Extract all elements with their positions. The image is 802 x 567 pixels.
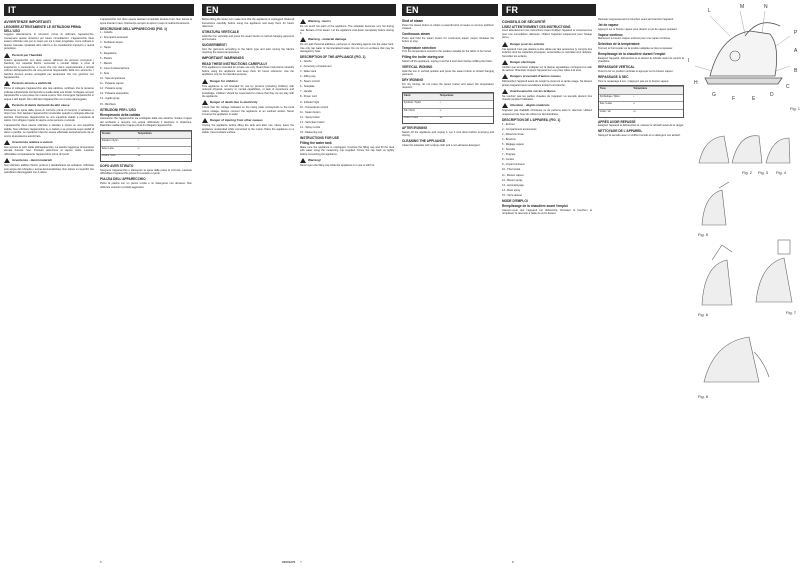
callout-letter: A [794, 48, 798, 54]
it-clean-title: PULIZIA DELL'APPARECCHIO [100, 177, 146, 182]
en-warning-5: Warning - material damage [300, 37, 394, 42]
page-number-left-2: 7 [300, 560, 302, 564]
it-temperature-table: Tessuto Temperatura Sintetico / Nylon • Seta / Lana •• Cotone / Lino ••• [100, 130, 192, 162]
fr-warning-3: Dangers provenant d'autres causes [502, 74, 592, 79]
fr-title: CONSEILS DE SÉCURITÉ [502, 19, 546, 24]
fig-3-label: Fig. 3 [758, 170, 769, 175]
it-desc-list: 1 - Coltello 2 - Scomparto accessori 3 - Serbatoio acqua 4 - Tappo 5 - Regolatore 6 - Piastra 7 - Manico 8 - Cavo di alimentazione 9 - Spia 10 - Spia temperatura 11 - Pulsante vapore 12 - Pulsante spray 13 - Pulsante autopulizia 14 - Ugello spray 15 - Bicchiere [100, 31, 130, 106]
fr-column-1: CONSEILS DE SÉCURITÉ LISEZ ATTENTIVEMENT CES INSTRUCTIONS Lisez attentivement ces instructions avant d'utiliser l'appareil et conservez-les pour une consultation ultérieure. Utilisez l'appareil uniquement pour l'usage prévu. Danger pour les enfants Cet appareil n'est pas destiné à être utilisé par des personnes (y compris des enfants) dont les capacités physiques, sensorielles ou mentales sont réduites. Surveillez les enfants. Danger électrique Vérifiez que la tension indiquée sur la plaque signalétique correspond à celle du secteur. Branchez toujours l'appareil sur une prise reliée à la terre. Dangers provenant d'autres causes Débranchez l'appareil avant de remplir le réservoir et après usage. Ne laissez jamais l'appareil sans surveillance lorsqu'il est branché. Avertissements sur les brûlures Ne touchez pas les parties chaudes de l'appareil. La semelle devient très chaude pendant l'utilisation. Attention - dégâts matériels N'ajoutez pas d'additifs chimiques ou de parfums dans le réservoir. Utilisez uniquement de l'eau du robinet ou déminéralisée. DESCRIPTION DE L'APPAREIL (FIG. 1) 1 - Embout 2 - Compartiment accessoires 3 - Réservoir d'eau 4 - Bouchon 5 - Réglage vapeur 6 - Semelle 7 - Poignée 8 - Cordon 9 - Voyant lumineux 10 - Thermostat 11 - Bouton vapeur 12 - Bouton spray 13 - Autonettoyage 14 - Buse spray 15 - Verre doseur MODE D'EMPLOI Remplissage de la chaudière avant l'emploi Assurez-vous que l'appareil est débranché. Dévissez le bouchon et remplissez le réservoir à l'aide du verre doseur. [502, 19, 592, 216]
warning-triangle-icon [202, 79, 208, 84]
it-use-title: ISTRUZIONI PER L'USO [100, 107, 136, 112]
fig-8-label: Fig. 8 [698, 394, 709, 399]
warning-triangle-icon [502, 60, 508, 65]
callout-letter: N [764, 4, 768, 10]
fig-6-label: Fig. 6 [698, 312, 709, 317]
en-store-title: STIRATURA VERTICALE [202, 30, 240, 35]
warning-triangle-icon [502, 103, 508, 108]
fr-use-sub: Remplissage de la chaudière avant l'emploi [502, 204, 568, 209]
en-warning-1: Danger for children [202, 79, 294, 84]
document-code: 23001270 [282, 560, 296, 564]
en-warning-3: Danger of injuring from other causes [202, 118, 294, 123]
fr-use-title: MODE D'EMPLOI [502, 199, 528, 204]
en-column-1: Before filling the steam iron make sure that the appliance is unplugged. Read all instructions carefully before using the appliance and keep them for future reference. STIRATURA VERTICALE Hold the iron vertically and press the steam button to refresh hanging garments and curtains. SUGGERIMENTI Sort the garments according to the fabric type and start ironing the fabrics requiring the lowest temperature. IMPORTANT WARNINGS READ THESE INSTRUCTIONS CAREFULLY This appliance is intended for private use only. Read these instructions carefully before using the appliance and keep them for future reference. Use the appliance only for its intended purpose. Danger for children This appliance is not intended for use by persons (including children) with reduced physical, sensory or mental capabilities, or lack of experience and knowledge. Children should be supervised to ensure that they do not play with the appliance. Danger of death due to electricity Check that the voltage indicated on the rating plate corresponds to the local mains voltage. Always connect the appliance to an earthed socket. Never immerse the appliance in water. Danger of injuring from other causes Unplug the appliance before filling the tank and after use. Never leave the appliance unattended while connected to the mains. Place the appliance on a stable, heat-resistant surface. [202, 18, 294, 135]
en-temperature-table: Fabric Temperature Synthetic / Nylon • Silk / Wool •• Cotton / Linen ••• [402, 92, 494, 124]
en-column-2: Warning - burns Do not touch hot parts of the appliance. The soleplate becomes very hot during use. Beware of hot steam. Let the appliance cool down completely before storing it. Warning - material damage Do not add chemical additives, perfumes or descaling agents into the water tank. Use only tap water or demineralised water. Do not iron on surfaces that may be damaged by heat. DESCRIPTION OF THE APPLIANCE (FIG. 1) 1 - Nozzle 2 - Accessory compartment 3 - Water tank 4 - Filling cap 5 - Steam control 6 - Soleplate 7 - Handle 8 - Power cord 9 - Indicator light 10 - Temperature control 11 - Steam button 12 - Spray button 13 - Self-clean button 14 - Spray nozzle 15 - Measuring cup INSTRUCTIONS FOR USE Filling the water tank Make sure the appliance is unplugged. Unscrew the filling cap and fill the tank with water using the measuring cup supplied. Screw the cap back on tightly before connecting the appliance. Warning! Never open the filling cap while the appliance is in use or still hot. [300, 19, 394, 168]
callout-letter: H [694, 80, 698, 86]
fr-continuous-title: Vapeur continue [598, 32, 623, 37]
fr-column-2: Revissez soigneusement le bouchon avant de brancher l'appareil. Jet de vapeur Appuyez sur le bouton vapeur pour obtenir un jet de vapeur puissant. Vapeur continue Maintenez le bouton vapeur enfoncé pour une vapeur continue. Sélection de la température Tournez le thermostat sur la position adaptée au tissu à repasser. Remplissage de la chaudière durant l'emploi Éteignez l'appareil, débranchez-le et laissez-le refroidir avant de remplir la chaudière. REPASSAGE VERTICAL Tenez le fer en position verticale et appuyez sur le bouton vapeur. REPASSAGE À SEC Pour le repassage à sec, n'appuyez pas sur le bouton vapeur. Tissu Température Synthétique / Nylon • Soie / Laine •• Coton / Lin ••• APRÈS AVOIR REPASSÉ Éteignez l'appareil et débranchez-le. Laissez-le refroidir avant de le ranger. NETTOYAGE DE L'APPAREIL Nettoyez la semelle avec un chiffon humide et un détergent non abrasif. [598, 18, 684, 137]
warning-triangle-icon [502, 42, 508, 47]
en-temperature-title: Temperature selection [402, 45, 436, 50]
warning-triangle-icon [4, 81, 10, 86]
fr-warning-4: Avertissements sur les brûlures [502, 89, 592, 94]
warning-triangle-icon [202, 100, 208, 105]
iron-diagram-svg [690, 6, 798, 106]
warning-triangle-icon [300, 19, 306, 24]
page-number-left: 6 [100, 560, 102, 564]
en-title: IMPORTANT WARNINGS [202, 56, 244, 61]
fig-2-3-4-svg [694, 128, 794, 168]
lang-bar-it: IT [4, 4, 194, 16]
fig-4-label: Fig. 4 [776, 170, 787, 175]
callout-letter: B [794, 68, 798, 74]
en-warning-4: Warning - burns [300, 19, 394, 24]
fr-vertical-title: REPASSAGE VERTICAL [598, 65, 635, 70]
en-use-sub: Filling the water tank [300, 141, 332, 146]
fr-temperature-table: Tissu Température Synthétique / Nylon • Soie / Laine •• Coton / Lin ••• [598, 85, 684, 117]
fig-8-svg [694, 322, 774, 392]
callout-letter: P [794, 30, 798, 36]
en-vertical-title: VERTICAL IRONING [402, 64, 433, 69]
fig-5-svg [694, 180, 734, 230]
fig-1-label: Fig. 1 [790, 106, 801, 111]
callout-letter: F [732, 96, 736, 102]
figure-1-iron-diagram [690, 6, 798, 106]
fr-desc-list: 1 - Embout 2 - Compartiment accessoires 3 - Réservoir d'eau 4 - Bouchon 5 - Réglage vapeur 6 - Semelle 7 - Poignée 8 - Cordon 9 - Voyant lumineux 10 - Thermostat 11 - Bouton vapeur 12 - Bouton spray 13 - Autonettoyage 14 - Buse spray 15 - Verre doseur [502, 122, 537, 197]
en-refill-title: Filling the boiler during use [402, 55, 444, 60]
fig-5-label: Fig. 5 [698, 232, 709, 237]
en-desc-title: DESCRIPTION OF THE APPLIANCE (FIG. 1) [300, 55, 366, 60]
fr-after-title: APRÈS AVOIR REPASSÉ [598, 119, 636, 124]
figure-8 [694, 322, 774, 392]
fr-clean-title: NETTOYAGE DE L'APPAREIL [598, 129, 643, 134]
en-dry-title: DRY IRONING [402, 78, 424, 83]
warning-triangle-icon [4, 53, 10, 58]
it-warning-2: Pericolo dovuto a elettricità [4, 81, 94, 86]
it-use-sub: Riempimento della caldaia [100, 112, 141, 117]
en-tips-title: SUGGERIMENTI [202, 43, 227, 48]
warning-triangle-icon [4, 158, 10, 163]
right-page [402, 0, 802, 567]
warning-triangle-icon [300, 158, 306, 163]
fr-temperature-title: Sélection de la température [598, 42, 640, 47]
figure-2-3-4 [694, 128, 794, 168]
fr-warning-2: Danger électrique [502, 60, 592, 65]
lang-bar-en: EN [202, 4, 396, 16]
figure-6 [692, 240, 742, 310]
page-number-right: 8 [512, 560, 514, 564]
warning-triangle-icon [4, 103, 10, 108]
warning-triangle-icon [502, 89, 508, 94]
warning-triangle-icon [300, 37, 306, 42]
fr-desc-title: DESCRIPTION DE L'APPAREIL (FIG. 1) [502, 118, 561, 123]
en-warning-2: Danger of death due to electricity [202, 100, 294, 105]
it-intro: LEGGERE ATTENTAMENTE LE ISTRUZIONI PRIMA DELL'USO [4, 24, 81, 33]
left-page [0, 0, 400, 567]
it-column-1: AVVERTENZE IMPORTANTI LEGGERE ATTENTAMENTE LE ISTRUZIONI PRIMA DELL'USO Leggere attentamente le istruzioni prima di utilizzare l'apparecchio. Conservare queste istruzioni per future consultazioni. L'apparecchio deve essere utilizzato solo per lo scopo per cui è stato progettato, come indicato in questo manuale. Qualsiasi altro utilizzo è da considerarsi improprio e quindi pericoloso. Pericoli per l'bambini Questo apparecchio non deve essere utilizzato da persone (compresi i bambini) con capacità fisiche, sensoriali o mentali ridotte, o prive di esperienza o conoscenza, a meno che non siano supervisionate o istruite sull'uso dell'apparecchio da una persona responsabile della loro sicurezza. I bambini devono essere sorvegliati per assicurarsi che non giochino con l'apparecchio. Pericolo dovuto a elettricità Prima di collegare l'apparecchio alla rete elettrica, verificare che la tensione indicata sull'etichetta corrisponda a quella della rete locale. Collegare sempre l'apparecchio a una presa con messa a terra. Non immergere l'apparecchio in acqua o altri liquidi. Non utilizzare l'apparecchio con il cavo danneggiato. Pericolo di danni derivanti da altri cause Disinserire la spina dalla presa di corrente prima di riempire il serbatoio e dopo l'uso. Non lasciare l'apparecchio incustodito quando è collegato alla rete elettrica. Posizionare l'apparecchio su una superficie stabile e resistente al calore. Non dirigere il getto di vapore verso persone o animali. L'apparecchio deve essere utilizzato e lasciato a riposo su una superficie stabile. Non utilizzare l'apparecchio se è caduto o se presenta segni visibili di danni o perdite. Le riparazioni devono essere effettuate esclusivamente da un centro di assistenza autorizzato. Avvertenza relativa a ustioni Non toccare le parti calde dell'apparecchio. La piastra raggiunge temperature elevate durante l'uso. Prestare attenzione al vapore caldo. Lasciare raffreddare completamente l'apparecchio prima di riporlo. Avvertenza - danni materiali Non utilizzare additivi chimici, profumi o decalcificanti nel serbatoio. Utilizzare solo acqua del rubinetto o acqua demineralizzata. Non stirare su superfici che potrebbero danneggiarsi con il calore. [4, 19, 94, 175]
lang-bar-en-2: EN [402, 4, 498, 16]
figure-7 [748, 236, 800, 308]
en-column-3: Shot of steam Press the steam button to obtain a powerful shot of steam to remove stubborn creases. Continuous steam Press and hold the steam button for continuous steam output. Release the button to stop. Temperature selection Turn the temperature control to the position suitable for the fabric to be ironed. Filling the boiler during use Switch off the appliance, unplug it and let it cool down before refilling the boiler. VERTICAL IRONING Hold the iron in vertical position and press the steam button to refresh hanging garments. DRY IRONING For dry ironing, do not press the steam button and select the temperature required. Fabric Temperature Synthetic / Nylon • Silk / Wool •• Cotton / Linen ••• AFTER IRONING Switch off the appliance and unplug it. Let it cool down before emptying and storing. CLEANING THE APPLIANCE Clean the soleplate with a damp cloth and a non-abrasive detergent. [402, 19, 494, 147]
callout-letter: I [688, 58, 690, 64]
figure-5 [694, 180, 734, 230]
fr-dry-title: REPASSAGE À SEC [598, 75, 629, 80]
en-continuous-steam-title: Continuous steam [402, 32, 430, 37]
en-warning-6: Warning! [300, 158, 394, 163]
fig-2-label: Fig. 2 [742, 170, 753, 175]
en-clean-title: CLEANING THE APPLIANCE [402, 139, 446, 144]
callout-letter: M [740, 4, 745, 10]
callout-letter: E [752, 96, 756, 102]
callout-letter: L [708, 8, 711, 14]
en-intro: READ THESE INSTRUCTIONS CAREFULLY [202, 61, 268, 66]
en-use-title: INSTRUCTIONS FOR USE [300, 136, 339, 141]
en-after-title: AFTER IRONING [402, 126, 428, 131]
warning-triangle-icon [502, 74, 508, 79]
en-desc-list: 1 - Nozzle 2 - Accessory compartment 3 - Water tank 4 - Filling cap 5 - Steam control 6 - Soleplate 7 - Handle 8 - Power cord 9 - Indicator light 10 - Temperature control 11 - Steam button 12 - Spray button 13 - Self-clean button 14 - Spray nozzle 15 - Measuring cup [300, 59, 332, 135]
fr-steam-shot-title: Jet de vapeur [598, 23, 619, 28]
callout-letter: C [786, 84, 790, 90]
lang-bar-fr: FR [502, 4, 596, 16]
fr-warning-1: Danger pour les enfants [502, 42, 592, 47]
fr-warning-5: Attention - dégâts matériels [502, 103, 592, 108]
callout-letter: G [712, 92, 716, 98]
warning-triangle-icon [4, 140, 10, 145]
it-desc-title: DESCRIZIONE DELL'APPARECCHIO (FIG. 1) [100, 26, 167, 31]
warning-triangle-icon [202, 118, 208, 123]
fr-intro: LISEZ ATTENTIVEMENT CES INSTRUCTIONS [502, 24, 571, 29]
it-warning-4: Avvertenza relativa a ustioni [4, 140, 94, 145]
fig-7-label: Fig. 7 [786, 310, 797, 315]
it-after-title: DOPO AVER STIRATO [100, 164, 134, 169]
fig-7-svg [748, 236, 800, 308]
it-column-2: L'apparecchio non deve essere lasciato incustodito durante l'uso. Non ritirare la spina tirando il cavo. Disinserire sempre la spina in caso di malfunzionamento. DESCRIZIONE DELL'APPARECCHIO (FIG. 1) 1 - Coltello 2 - Scomparto accessori 3 - Serbatoio acqua 4 - Tappo 5 - Regolatore 6 - Piastra 7 - Manico 8 - Cavo di alimentazione 9 - Spia 10 - Spia temperatura 11 - Pulsante vapore 12 - Pulsante spray 13 - Pulsante autopulizia 14 - Ugello spray 15 - Bicchiere ISTRUZIONI PER L'USO Riempimento della caldaia Assicurarsi che l'apparecchio sia scollegato dalla rete elettrica. Svitare il tappo del serbatoio e riempire con acqua utilizzando il bicchiere in dotazione. Riavvitare saldamente il tappo prima di collegare l'apparecchio. Tessuto Temperatura Sintetico / Nylon • Seta / Lana •• Cotone / Lino ••• DOPO AVER STIRATO Spegnere l'apparecchio e disinserire la spina dalla presa di corrente. Lasciare raffreddare l'apparecchio prima di svuotarlo e riporlo. PULIZIA DELL'APPARECCHIO Pulire la piastra con un panno umido e un detergente non abrasivo. Non utilizzare solventi o prodotti aggressivi. [100, 18, 192, 189]
fr-refill-title: Remplissage de la chaudière durant l'emploi [598, 52, 666, 57]
en-steam-shot-title: Shot of steam [402, 19, 424, 24]
it-warning-3: Pericolo di danni derivanti da altri cause [4, 103, 94, 108]
it-title: AVVERTENZE IMPORTANTI [4, 19, 51, 24]
callout-letter: D [770, 92, 774, 98]
it-warning-1: Pericoli per l'bambini [4, 53, 94, 58]
it-warning-5: Avvertenza - danni materiali [4, 158, 94, 163]
fig-6-svg [692, 240, 742, 310]
